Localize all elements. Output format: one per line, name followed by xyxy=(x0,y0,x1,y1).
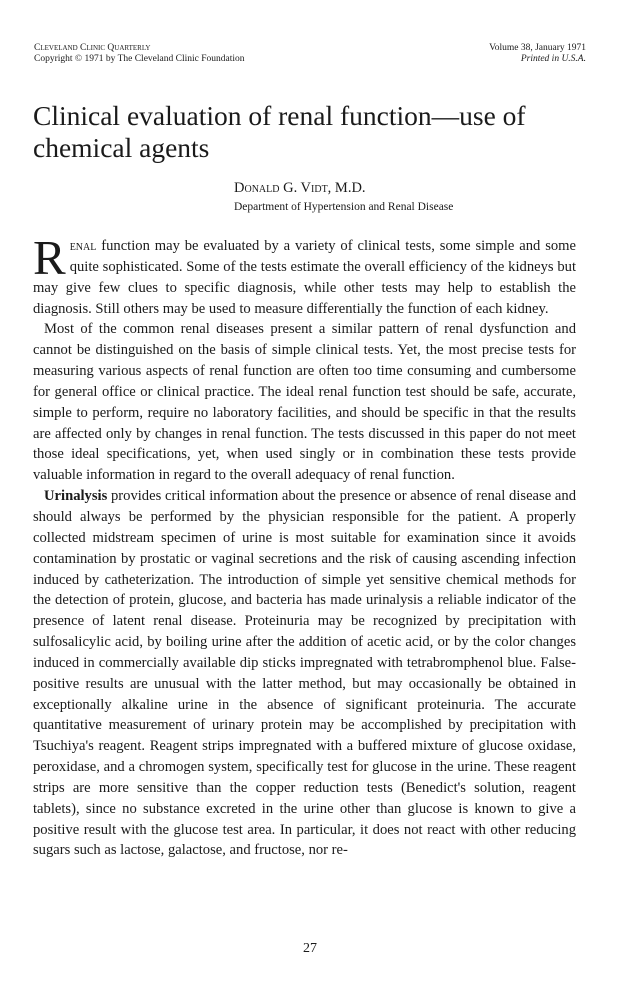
article-body xyxy=(33,230,576,861)
header-left xyxy=(34,43,244,65)
journal-name: Cleveland Clinic Quarterly xyxy=(34,43,151,53)
opening-word: enal xyxy=(69,238,97,254)
paragraph-2: Most of the common renal diseases present a similar pattern of renal dysfunction and cannot be distinguished on the basis of simple clinical tests. Yet, the most precise tests for measuring various aspects of renal function are often too time consuming and cumbersome for general office or clinical practice. The ideal renal function test should be safe, accurate, simple to perform, require no laboratory facilities, and should be specific in that the results are affected only by changes in renal function. The tests discussed in this paper do not meet those ideal specifications, yet, when used singly or in combination these tests provide valuable information in regard to the overall adequacy of renal function. xyxy=(33,321,576,484)
header-right xyxy=(489,43,586,65)
paragraph-3 xyxy=(33,486,576,861)
printed-line: Printed in U.S.A. xyxy=(520,54,586,64)
urinalysis-heading: Urinalysis xyxy=(44,488,108,505)
author-name: Donald G. Vidt, M.D. xyxy=(234,180,366,196)
copyright-line: Copyright © 1971 by The Cleveland Clinic Foundation xyxy=(34,54,245,64)
drop-cap: R xyxy=(33,230,66,285)
author-department: Department of Hypertension and Renal Disease xyxy=(234,201,454,213)
paragraph-1-text: function may be evaluated by a variety of clinical tests, some simple and some quite sophisticated. Some of the tests estimate the overall efficiency of the kidneys but may give few clues to specific diagnosis, while other tests may help to establish the diagnosis. Still others may be used to measure differentially the function of each kidney. xyxy=(33,238,576,317)
volume-line: Volume 38, January 1971 xyxy=(489,43,586,53)
page-number: 27 xyxy=(303,941,317,956)
article-title: Clinical evaluation of renal function—use of chemical agents xyxy=(33,100,526,163)
paragraph-1 xyxy=(33,230,576,319)
paragraph-3-text: provides critical information about the presence or absence of renal disease and should always be performed by the physician responsible for the patient. A properly collected midstream specimen of urine is most suitable for examination since it avoids contamination by prostatic or vaginal secretions and the risk of causing ascending infection induced by catheterization. The introduction of simple yet sensitive chemical methods for the detection of protein, glucose, and bacteria has made urinalysis a reliable indicator of the presence of latent renal disease. Proteinuria may be recognized by precipitation with sulfosalicylic acid, by boiling urine after the addition of acetic acid, or by the color changes induced in commercially available dip sticks impregnated with tetrabromphenol blue. False-positive results are unusual with the latter method, but may occasionally be obtained in exceptionally alkaline urine in the absence of significant proteinuria. The accurate quantitative measurement of urinary protein may be accomplished by precipitation with Tsuchiya's reagent. Reagent strips impregnated with a buffered mixture of glucose oxidase, peroxidase, and a chromogen system, specifically test for glucose in the urine. These reagent strips are more sensitive than the copper reduction tests (Benedict's solution, reagent tablets), since no substance excreted in the urine other than glucose is known to give a positive result with the glucose test area. In particular, it does not react with other reducing sugars such as lactose, galactose, and fructose, nor re- xyxy=(33,488,576,859)
